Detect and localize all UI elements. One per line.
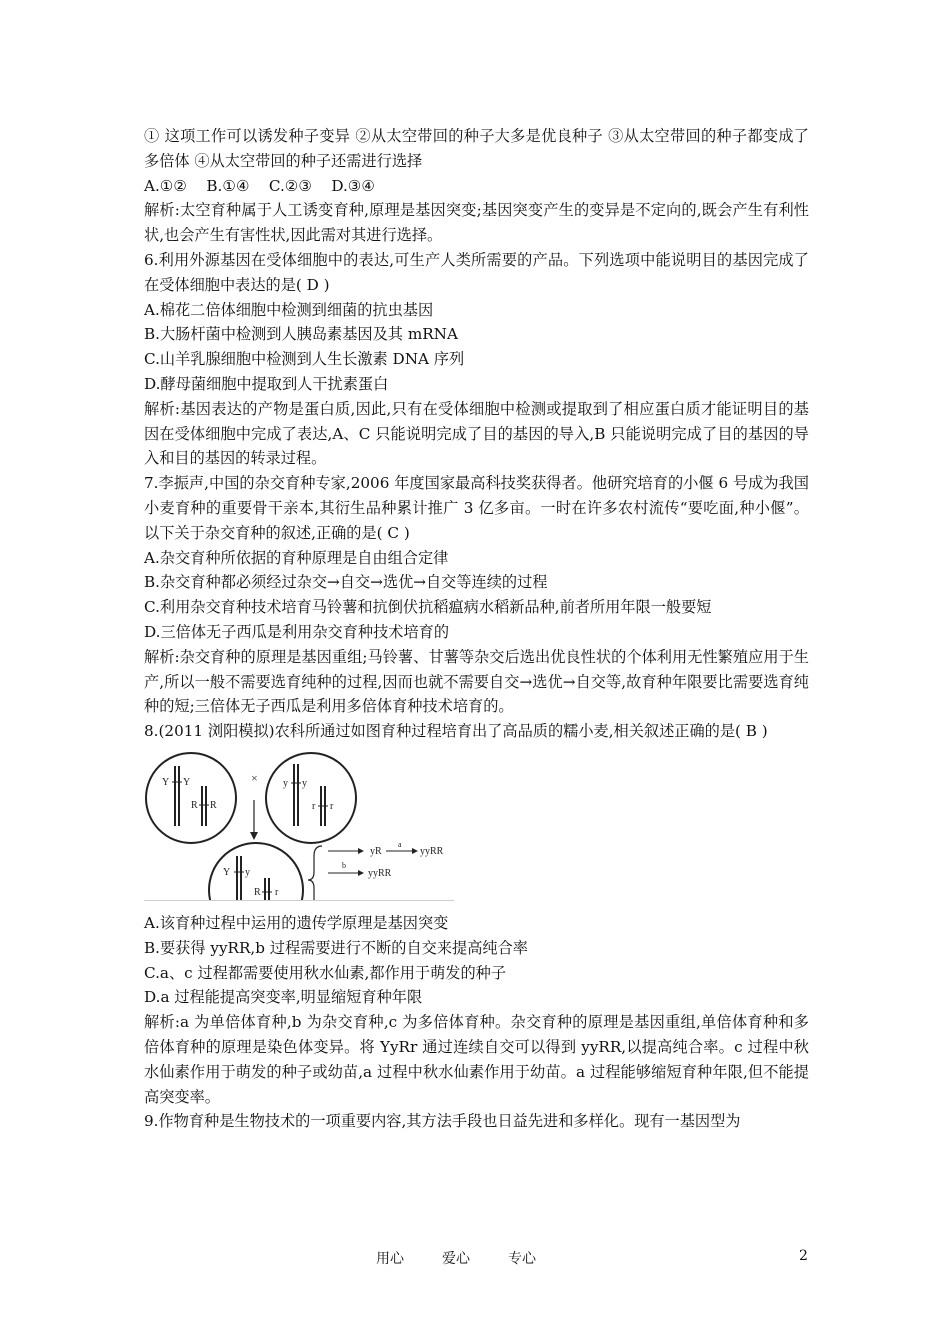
footer-motto-1: 用心	[376, 1251, 404, 1267]
q8-option-a: A.该育种过程中运用的遗传学原理是基因突变	[144, 913, 449, 932]
footer-motto	[376, 1248, 574, 1268]
f1-gene-3: R	[254, 886, 261, 898]
parent1-gene-4: R	[210, 799, 217, 811]
branch-a-intermediate: yR	[370, 845, 382, 857]
q6-option-a: A.棉花二倍体细胞中检测到细菌的抗虫基因	[144, 300, 434, 319]
parent1-gene-1: Y	[162, 776, 170, 788]
q7-option-d: D.三倍体无子西瓜是利用杂交育种技术培育的	[144, 622, 450, 641]
branch-a-label: a	[398, 839, 402, 849]
q6-option-b: B.大肠杆菌中检测到人胰岛素基因及其 mRNA	[144, 325, 458, 344]
page-content	[144, 124, 809, 1134]
q8-option-b: B.要获得 yyRR,b 过程需要进行不断的自交来提高纯合率	[144, 938, 528, 957]
branch-a-result: yyRR	[420, 845, 444, 857]
parent1-gene-2: Y	[183, 776, 191, 788]
parent2-gene-1: y	[283, 777, 288, 789]
q7-stem: 7.李振声,中国的杂交育种专家,2006 年度国家最高科技奖获得者。他研究培育的小偃 6 号成为我国小麦育种的重要骨干亲本,其衍生品种累计推广 3 亿多亩。一时在许多农村流传“要吃面,种小偃”。以下关于杂交育种的叙述,正确的是( C )	[144, 474, 809, 542]
q8-option-c: C.a、c 过程都需要使用秋水仙素,都作用于萌发的种子	[144, 963, 507, 982]
q9-stem: 9.作物育种是生物技术的一项重要内容,其方法手段也日益先进和多样化。现有一基因型为	[144, 1112, 741, 1131]
q6-analysis: 解析:基因表达的产物是蛋白质,因此,只有在受体细胞中检测或提取到了相应蛋白质才能证明目的基因在受体细胞中完成了表达,A、C 只能说明完成了目的基因的导入,B 只能说明完成了目的基因的导入和目的基因的转录过程。	[144, 399, 809, 468]
q7-option-b: B.杂交育种都必须经过杂交→自交→选优→自交等连续的过程	[144, 573, 548, 592]
parent2-gene-2: y	[302, 777, 307, 789]
q5-options: A.①② B.①④ C.②③ D.③④	[144, 176, 376, 195]
q5-analysis: 解析:太空育种属于人工诱变育种,原理是基因突变;基因突变产生的变异是不定向的,既会产生有利性状,也会产生有害性状,因此需对其进行选择。	[144, 201, 809, 245]
branch-b-result: yyRR	[368, 867, 392, 879]
page-number: 2	[799, 1248, 808, 1264]
q6-option-d: D.酵母菌细胞中提取到人干扰素蛋白	[144, 374, 389, 393]
q8-option-d: D.a 过程能提高突变率,明显缩短育种年限	[144, 988, 423, 1007]
q7-option-a: A.杂交育种所依据的育种原理是自由组合定律	[144, 548, 449, 567]
parent1-gene-3: R	[191, 799, 198, 811]
q6-stem: 6.利用外源基因在受体细胞中的表达,可生产人类所需要的产品。下列选项中能说明目的基因完成了在受体细胞中表达的是( D )	[144, 250, 809, 294]
q7-option-c: C.利用杂交育种技术培育马铃薯和抗倒伏抗稻瘟病水稻新品种,前者所用年限一般要短	[144, 598, 712, 617]
f1-gene-1: Y	[223, 866, 231, 878]
q5-stem: ① 这项工作可以诱发种子变异 ②从太空带回的种子大多是优良种子 ③从太空带回的种子都变成了多倍体 ④从太空带回的种子还需进行选择	[144, 127, 809, 170]
q7-analysis: 解析:杂交育种的原理是基因重组;马铃薯、甘薯等杂交后选出优良性状的个体利用无性繁殖应用于生产,所以一般不需要选育纯种的过程,因而也就不需要自交→选优→自交等,故育种年限要比需要选育纯种的短;三倍体无子西瓜是利用多倍体育种技术培育的。	[144, 647, 809, 716]
parent2-gene-3: r	[312, 800, 316, 812]
q8-stem: 8.(2011 浏阳模拟)农科所通过如图育种过程培育出了高品质的糯小麦,相关叙述正确的是( B )	[144, 722, 768, 741]
footer-motto-2: 爱心	[442, 1251, 470, 1267]
cross-symbol: ×	[251, 770, 258, 785]
q6-option-c: C.山羊乳腺细胞中检测到人生长激素 DNA 序列	[144, 350, 465, 369]
branch-b-label: b	[342, 860, 346, 870]
f1-gene-2: y	[245, 866, 250, 878]
q8-analysis: 解析:a 为单倍体育种,b 为杂交育种,c 为多倍体育种。杂交育种的原理是基因重组,单倍体育种和多倍体育种的原理是染色体变异。将 YyRr 通过连续自交可以得到 yyRR,以提高纯合率。c 过程中秋水仙素作用于萌发的种子或幼苗,a 过程中秋水仙素作用于幼苗。a 过程能够缩短育种年限,但不能提高突变率。	[144, 1013, 809, 1106]
breeding-diagram	[144, 750, 454, 901]
parent2-cell	[266, 753, 356, 843]
footer-motto-3: 专心	[508, 1251, 536, 1267]
parent1-cell	[146, 753, 236, 843]
f1-gene-4: r	[275, 886, 279, 898]
parent2-gene-4: r	[330, 800, 334, 812]
